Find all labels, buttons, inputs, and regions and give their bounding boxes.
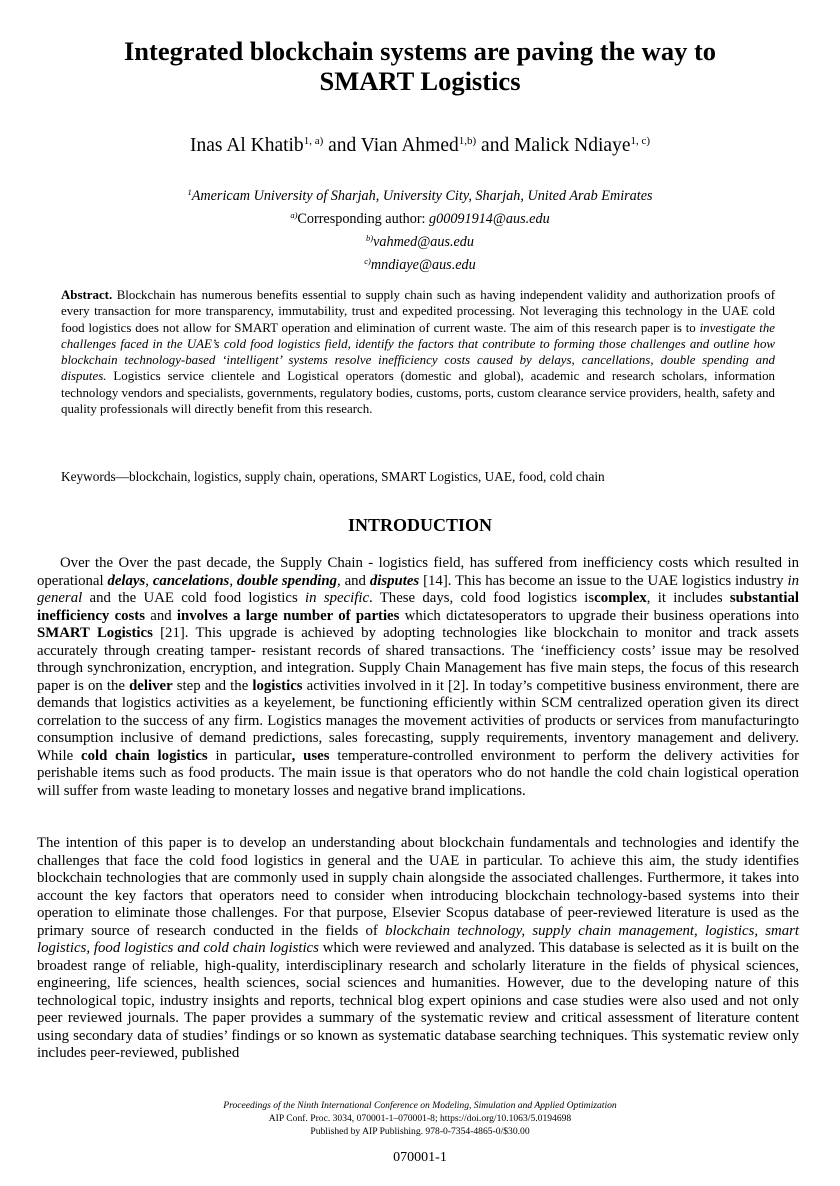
title-line-2: SMART Logistics [319,66,521,96]
text-run: Over the Over the past decade, the Supply Chain - logistics field, has suffered from inefficiency costs which resulted in operational [37,555,799,589]
text-run: [21]. This upgrade is achieved by adopting technologies like blockchain to monitor and track assets accurately through creating tamper- resistant records of shared transactions. The ‘inefficiency costs’ issue may be resolved through synchronization, encryption, and integration. Supply Chain Management has five main steps, the focus of this research paper is on the [37,625,799,694]
author-3-sup: 1, c) [630,135,651,147]
abstract-text-1: Blockchain has numerous benefits essential to supply chain such as having independent validity and authorization proofs of every transaction for more transparency, immutability, trust and expedited processing. Not leveraging this technology in the UAE cold food logistics does not allow for SMART operation and elimination of current waste. The aim of this research paper is to [61,288,775,335]
text-run: . These days, cold food logistics is [369,590,595,606]
footer-citation: AIP Conf. Proc. 3034, 070001-1–070001-8; https://doi.org/10.1063/5.0194698 [268,1112,572,1124]
corr-email[interactable]: g00091914@aus.edu [429,211,550,227]
author-1-name: Inas Al Khatib [189,135,304,156]
emphasis-cancelations: cancelations [152,572,230,589]
abstract-italic: investigate the challenges faced in the UAE’s cold food logistics field, identify the factors that contribute to forming those challenges and outline how blockchain technology-based ‘intelligent’ systems resolve inefficiency costs caused by delays, cancellations, double spending and disputes. [61,320,775,384]
text-run: [14]. This has become an issue to the UAE logistics industry [419,572,788,589]
email-b-line [40,229,800,252]
email-c-line [40,252,800,275]
author-1-sup: 1, a) [303,135,324,147]
text-run: , it includes [646,590,730,606]
footer-publisher: Published by AIP Publishing. 978-0-7354-4865-0/$30.00 [310,1125,530,1137]
keywords: Keywords—blockchain, logistics, supply chain, operations, SMART Logistics, UAE, food, cold chain [61,469,605,484]
emphasis-uses: , uses [291,747,330,764]
text-run: temperature-controlled environment to perform the delivery activities for perishable items such as food products. The main issue is that operators who do not handle the cold chain logistical operation will suffer from waste leading to monetary losses and negative brand implications. [37,747,800,799]
abstract [61,287,775,417]
page-number: 070001-1 [393,1150,447,1165]
emphasis-double-spending: double spending [236,572,337,589]
corresponding-line [40,206,800,229]
emphasis-in-specific: in specific [305,590,370,606]
affiliation-text: Americam University of Sharjah, University City, Sharjah, United Arab Emirates [191,188,653,204]
affiliation-sup: 1 [187,187,192,197]
text-run: which were reviewed and analyzed. This database is selected as it is built on the broadest range of reliable, high-quality, interdisciplinary research and scholarly literature in the fields of physical sciences, engineering, life sciences, health sciences, social sciences and humanities. However, due to the developing nature of this technological topic, industry insights and reports, technical blog expert opinions and case studies were also used and not only peer reviewed journals. The paper provides a summary of the systematic review and critical assessment of literature content using secondary data of studies’ findings or so known as systematic database searching techniques. This systematic review only includes peer-reviewed, published [37,940,799,1061]
author-3-name: Malick Ndiaye [514,135,631,156]
emphasis-smart-logistics: SMART Logistics [37,625,153,641]
email-c[interactable]: mndiaye@aus.edu [370,257,476,273]
emphasis-substantial: substantial inefficiency costs [37,590,799,624]
text-run: in particular [207,747,292,764]
emphasis-fields: blockchain technology, supply chain management, logistics, smart logistics, food logistics and cold chain logistics [37,922,800,956]
text-run: The intention of this paper is to develop an understanding about blockchain fundamentals and technologies and identify the challenges that face the cold food logistics in general and the UAE in particular. To achieve this aim, the study identifies blockchain technologies that are commonly used in supply chain alongside the associated challenges. Furthermore, it takes into account the key factors that operators need to consider when introducing blockchain technology-based systems into their operation to eliminate those challenges. For that purpose, Elsevier Scopus database of peer-reviewed literature is used as the primary source of research conducted in the fields of [37,835,799,939]
author-list [40,129,800,158]
author-2-name: Vian Ahmed [360,135,459,156]
abstract-text-2: Logistics service clientele and Logistical operators (domestic and global), academic and research scholars, information technology vendors and specialists, governments, regulatory bodies, customs, ports, custom clearance service providers, health, safety and quality professionals will directly benefit from this research. [61,369,775,417]
text-run: and the UAE cold food logistics [82,590,306,606]
proceedings-footer [40,1100,800,1138]
paper-title [40,36,800,96]
text-run: which dictatesoperators to upgrade their business operations into [399,607,799,624]
author-2-sup: 1,b) [458,135,477,147]
intro-paragraph-2 [37,835,799,1063]
affiliation-line [40,183,800,206]
author-separator: and [476,135,515,156]
affiliations [40,183,800,275]
text-run: , [229,572,237,589]
intro-paragraph-1 [37,555,799,800]
emphasis-involves: involves a large number of parties [176,607,400,624]
section-heading: INTRODUCTION [347,515,493,535]
email-b-sup: b) [365,233,374,243]
text-run: activities involved in it [2]. In today’s competitive business environment, there are demands that logistics activities as a keyelement, be functioning efficiently within SCM centralized operation given its direct correlation to the success of any firm. Logistics manages the movement activities of products or services from manufacturingto consumption inclusive of demand predictions, sales forecasting, supply requirements, inventory management and delivery. While [37,677,800,764]
emphasis-complex: complex [594,590,647,606]
emphasis-logistics: logistics [252,677,303,694]
text-run: step and the [172,677,253,694]
email-b[interactable]: vahmed@aus.edu [373,234,474,250]
corr-sup: a) [290,210,298,220]
emphasis-disputes: disputes [369,572,420,589]
emphasis-cold-chain: cold chain logistics [81,747,208,764]
text-run: , [145,572,153,589]
author-separator: and [323,135,361,156]
emphasis-deliver: deliver [129,677,173,694]
footer-conference: Proceedings of the Ninth International Conference on Modeling, Simulation and Applied Optimization [223,1100,617,1111]
text-run: and [145,607,177,624]
email-c-sup: c) [364,256,371,266]
corr-label: Corresponding author: [297,211,430,227]
text-run: , and [337,572,370,589]
emphasis-in-general: in general [37,572,799,606]
title-line-1: Integrated blockchain systems are paving the way to [123,36,717,66]
abstract-label: Abstract. [61,288,113,302]
emphasis-delays: delays [107,572,146,589]
